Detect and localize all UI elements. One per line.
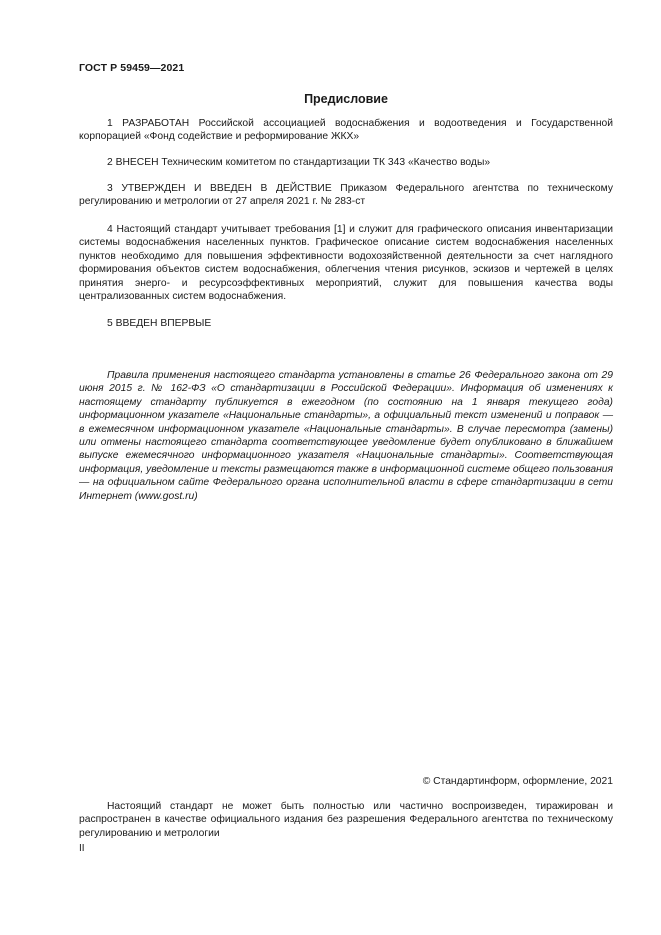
preface-item-3: 3 УТВЕРЖДЕН И ВВЕДЕН В ДЕЙСТВИЕ Приказом Федерального агентства по техническому регулированию и метрологии от 27 апреля 2021 г. № 283-ст bbox=[79, 183, 613, 208]
preface-item-1: 1 РАЗРАБОТАН Российской ассоциацией водоснабжения и водоотведения и Государственной корпорацией «Фонд содействие и реформирование ЖКХ» bbox=[79, 118, 613, 143]
preface-item-2: 2 ВНЕСЕН Техническим комитетом по стандартизации ТК 343 «Качество воды» bbox=[107, 157, 491, 168]
copyright-line: © Стандартинформ, оформление, 2021 bbox=[422, 776, 613, 787]
document-code: ГОСТ Р 59459—2021 bbox=[79, 62, 185, 74]
preface-item-5: 5 ВВЕДЕН ВПЕРВЫЕ bbox=[107, 318, 212, 329]
page-number: II bbox=[79, 843, 85, 854]
preface-title: Предисловие bbox=[304, 92, 388, 106]
reproduction-notice: Настоящий стандарт не может быть полностью или частично воспроизведен, тиражирован и распространен в качестве официального издания без разрешения Федерального агентства по техническому регулированию и метрологии bbox=[79, 801, 613, 839]
rules-notice: Правила применения настоящего стандарта установлены в статье 26 Федерального закона от 29 июня 2015 г. № 162-ФЗ «О стандартизации в Российской Федерации». Информация об изменениях к настоящему стандарту публикуется в ежегодном (по состоянию на 1 января текущего года) информационном указателе «Национальные стандарты», а официальный текст изменений и поправок — в ежемесячном информационном указателе «Национальные стандарты». В случае пересмотра (замены) или отмены настоящего стандарта соответствующее уведомление будет опубликовано в ближайшем выпуске ежемесячного информационного указателя «Национальные стандарты». Соответствующая информация, уведомление и тексты размещаются также в информационной системе общего пользования — на официальном сайте Федерального органа исполнительной власти в сфере стандартизации в сети Интернет (www.gost.ru) bbox=[79, 370, 613, 502]
preface-item-4: 4 Настоящий стандарт учитывает требования [1] и служит для графического описания инвентаризации системы водоснабжения населенных пунктов. Графическое описание систем водоснабжения населенных пунктов необходимо для повышения эффективности водохозяйственной деятельности за счет наглядного формирования объектов систем водоснабжения, облегчения чтения рисунков, эскизов и чертежей в целях принятия энерго- и ресурсоэффективных мероприятий, служит для повышения качества воды централизованных систем водоснабжения. bbox=[79, 224, 613, 303]
